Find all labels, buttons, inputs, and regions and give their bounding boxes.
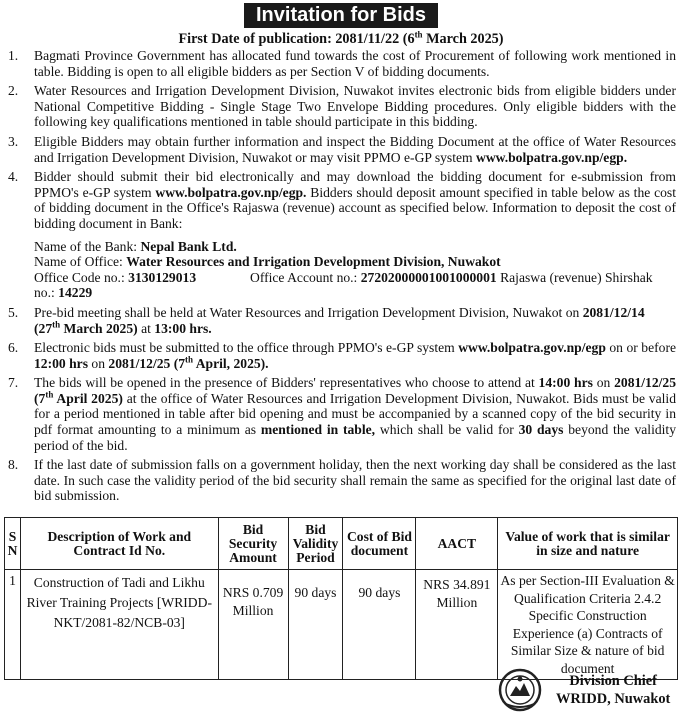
date-part: (27 xyxy=(34,320,53,336)
cell-value: As per Section-III Evaluation & Qualification Criteria 2.4.2 Specific Construction Experience (a) Contracts of Similar Size & nature of bid document xyxy=(498,570,678,680)
office-codes xyxy=(34,270,676,286)
item-text-part: at xyxy=(137,320,155,336)
notice-item-8 xyxy=(8,457,676,504)
header-cost: Cost of Bid document xyxy=(343,518,416,570)
item-text-part: Bidders should deposit amount specified in table below as the cost of bidding document in the Office's Rajaswa (revenue) account as specified below. Information to deposit the cost of bidding document in Bank: xyxy=(34,184,676,231)
item-text-part: on xyxy=(592,375,615,391)
signature-office: WRIDD, Nuwakot xyxy=(556,691,671,707)
acct-label: Office Account no.: xyxy=(250,269,361,285)
item-number: 7. xyxy=(8,375,19,391)
bank-label: Name of the Bank: xyxy=(34,238,141,254)
pubdate-prefix: First Date of publication: 2081/11/22 (6 xyxy=(178,31,415,47)
cell-bid-security: NRS 0.709 Million xyxy=(218,570,288,680)
date-part: April, 2025). xyxy=(193,355,269,371)
item-text: Water Resources and Irrigation Development Division, Nuwakot invites electronic bids from eligible bidders under National Competitive Bidding - Single Stage Two Envelope Bidding procedures. Only eligible bidders with the following key qualifications mentioned in table should participate in this bidding. xyxy=(34,83,676,130)
date-part: 2081/12/25 (7 xyxy=(34,375,677,406)
item-text-part: on or before xyxy=(605,340,677,356)
code-label: Office Code no.: xyxy=(34,269,129,285)
item-text-part: Bidder should submit their bid electronically and may download the bidding document for e-submission from PPMO's e-GP system xyxy=(34,169,676,200)
header-bid-validity: Bid Validity Period xyxy=(288,518,343,570)
item-text xyxy=(34,375,676,453)
item-number: 4. xyxy=(8,169,19,185)
item-number: 5. xyxy=(8,304,19,320)
item-number: 2. xyxy=(8,83,19,99)
prebid-date-en xyxy=(34,318,138,336)
header-value: Value of work that is similar in size and nature xyxy=(498,518,678,570)
signature-title: Division Chief xyxy=(569,673,657,689)
date-sup: th xyxy=(52,318,61,329)
item-text-part: which shall be valid for xyxy=(375,422,519,438)
acct-value: 27202000001001000001 xyxy=(360,269,497,285)
pubdate-suffix: March 2025) xyxy=(422,31,504,47)
item-number: 1. xyxy=(8,48,19,63)
office-account xyxy=(250,270,676,286)
table-row xyxy=(5,570,678,680)
date-part: April 2025) xyxy=(53,390,123,406)
date-sup: th xyxy=(45,389,54,400)
header-sn: S N xyxy=(5,518,21,570)
government-seal-icon xyxy=(498,668,542,712)
item-text xyxy=(34,134,676,165)
egp-link[interactable]: www.bolpatra.gov.np/egp. xyxy=(476,149,628,165)
prebid-date: 2081/12/14 xyxy=(582,304,645,320)
validity-days: 30 days xyxy=(518,422,564,438)
item-text-part: at the office of Water Resources and Irrigation Development Division, Nuwakot. Bids must be valid for a period mentioned in table after bid opening and must be accompanied by a scanned copy of the bid security in pdf format amounting to a minimum as xyxy=(34,390,676,438)
signature-block xyxy=(556,672,670,708)
notice-item-5 xyxy=(8,305,676,336)
title-bar xyxy=(0,3,682,28)
header-bid-security: Bid Security Amount xyxy=(218,518,288,570)
page-title: Invitation for Bids xyxy=(244,3,438,28)
item-emphasis: mentioned in table, xyxy=(260,422,376,438)
bank-name xyxy=(34,239,676,255)
shirshak-no xyxy=(34,285,676,301)
office-name xyxy=(34,254,676,270)
item-text: If the last date of submission falls on a government holiday, then the next working day shall be considered as the last date. In such case the validity period of the bid security shall remain the same as specified for the original last date of bid submission. xyxy=(34,457,676,504)
item-text-part: Pre-bid meeting shall be held at Water Resources and Irrigation Development Division, Nuwakot on xyxy=(34,304,583,320)
header-aact: AACT xyxy=(416,518,498,570)
egp-link[interactable]: www.bolpatra.gov.np/egp. xyxy=(155,184,307,200)
item-number: 6. xyxy=(8,340,19,356)
code-value: 3130129013 xyxy=(128,269,197,285)
notice-item-6 xyxy=(8,340,676,371)
egp-link[interactable]: www.bolpatra.gov.np/egp xyxy=(458,340,606,356)
item-text: Bagmati Province Government has allocated fund towards the cost of Procurement of following work mentioned in table. Bidding is open to all eligible bidders as per Section V of bidding documents. xyxy=(34,48,676,79)
office-label: Name of Office: xyxy=(34,254,127,270)
date-part: March 2025) xyxy=(60,320,138,336)
acct-suffix: Rajaswa (revenue) Shirshak xyxy=(496,269,653,285)
notice-item-2 xyxy=(8,83,676,130)
notice-item-3 xyxy=(8,134,676,165)
pubdate-sup: th xyxy=(414,29,423,40)
prebid-time: 13:00 hrs. xyxy=(154,320,212,336)
item-text xyxy=(34,169,676,301)
item-text-part: beyond the validity period of the bid. xyxy=(34,422,676,453)
item-text-part: Electronic bids must be submitted to the office through PPMO's e-GP system xyxy=(34,340,459,356)
cell-bid-validity: 90 days xyxy=(288,570,343,680)
cell-cost: 90 days xyxy=(343,570,416,680)
notice-item-1 xyxy=(8,48,676,79)
date-sup: th xyxy=(185,354,194,365)
notice-items xyxy=(8,48,676,508)
office-value: Water Resources and Irrigation Development Division, Nuwakot xyxy=(126,254,501,270)
bank-value: Nepal Bank Ltd. xyxy=(140,238,237,254)
item-text-part: on xyxy=(88,355,109,371)
publication-date xyxy=(0,31,682,47)
notice-item-4 xyxy=(8,169,676,301)
no-label: no.: xyxy=(34,285,59,301)
item-number: 3. xyxy=(8,133,19,149)
bid-table xyxy=(4,517,678,680)
office-code xyxy=(34,270,250,286)
item-text xyxy=(34,340,676,371)
table-header-row xyxy=(5,518,678,570)
cell-aact: NRS 34.891 Million xyxy=(416,570,498,680)
header-description: Description of Work and Contract Id No. xyxy=(20,518,218,570)
submission-date xyxy=(108,356,268,371)
opening-time: 14:00 hrs xyxy=(538,375,593,391)
item-text-part: Eligible Bidders may obtain further information and inspect the Bidding Document at the office of Water Resources and Irrigation Development Division, Nuwakot or may visit PPMO e-GP system xyxy=(34,133,676,165)
cell-description: Construction of Tadi and Likhu River Training Projects [WRIDD-NKT/2081-82/NCB-03] xyxy=(20,570,218,680)
notice-item-7 xyxy=(8,375,676,453)
submission-time: 12:00 hrs xyxy=(34,355,88,371)
item-number: 8. xyxy=(8,457,19,473)
no-value: 14229 xyxy=(58,285,93,301)
date-part: 2081/12/25 (7 xyxy=(108,355,186,371)
item-text-part: The bids will be opened in the presence of Bidders' representatives who choose to attend at xyxy=(34,375,539,391)
cell-sn: 1 xyxy=(5,570,21,680)
item-text xyxy=(34,305,676,336)
